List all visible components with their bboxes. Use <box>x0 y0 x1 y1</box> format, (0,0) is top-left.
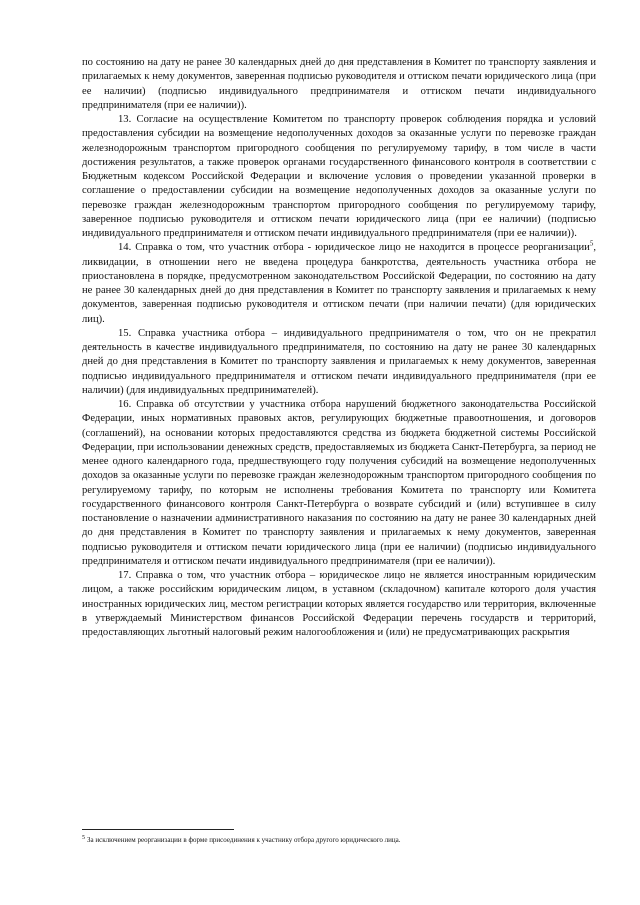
document-body <box>82 56 596 640</box>
paragraph-item-14 <box>82 241 596 327</box>
paragraph-item-14-text-start: 14. Справка о том, что участник отбора - юридическое лицо не находится в процессе реорганизации <box>118 242 590 254</box>
paragraph-continuation: по состоянию на дату не ранее 30 календарных дней до дня представления в Комитет по транспорту заявления и прилагаемых к нему документов, заверенная подписью руководителя и оттиском печати юридического лица (при ее наличии) (подписью индивидуального предпринимателя и оттиском печати индивидуального предпринимателя (при ее наличии)). <box>82 57 596 111</box>
paragraph-item-14-text-end: , ликвидации, в отношении него не введена процедура банкротства, деятельность участника отбора не приостановлена в порядке, предусмотренном законодательством Российской Федерации, по состоянию на дату не ранее 30 календарных дней до дня представления в Комитет по транспорту заявления и прилагаемых к нему документов, заверенная подписью руководителя и оттиском печати (при наличии печати) (для юридических лиц). <box>82 242 596 325</box>
footnote-text: За исключением реорганизации в форме присоединения к участнику отбора другого юридического лица. <box>87 836 401 844</box>
paragraph-item-17: 17. Справка о том, что участник отбора – юридическое лицо не является иностранным юридическим лицом, а также российским юридическим лицом, в уставном (складочном) капитале которого доля участия иностранных юридических лиц, местом регистрации которых является государство или территория, включенные в утверждаемый Министерством финансов Российской Федерации перечень государств и территорий, предоставляющих льготный налоговый режим налогообложения и (или) не предусматривающих раскрытия <box>82 570 596 638</box>
footnote-reference-mark[interactable]: 5 <box>589 239 594 248</box>
footnote-number: 5 <box>82 834 85 841</box>
paragraph-item-13: 13. Согласие на осуществление Комитетом по транспорту проверок соблюдения порядка и условий предоставления субсидии на возмещение недополученных доходов за оказанные услуги по перевозке граждан железнодорожным транспортом пригородного сообщения по регулируемому тарифу, в том числе в части достижения результатов, а также проверок органами государственного финансового контроля в соответствии с Бюджетным кодексом Российской Федерации и включение условия о проведении указанной проверки в соглашение о предоставлении субсидии на возмещение недополученных доходов за оказанные услуги по перевозке граждан железнодорожным транспортом пригородного сообщения по регулируемому тарифу, заверенное подписью руководителя и оттиском печати юридического лица (при ее наличии) (подписью индивидуального предпринимателя и оттиском печати индивидуального предпринимателя (при ее наличии)). <box>82 114 596 239</box>
paragraph-item-16: 16. Справка об отсутствии у участника отбора нарушений бюджетного законодательства Российской Федерации, иных нормативных правовых актов, регулирующих бюджетные правоотношения, и договоров (соглашений), на основании которых предоставляются средства из бюджета бюджетной системы Российской Федерации, при использовании денежных средств, предоставляемых из бюджета Санкт-Петербурга, за период не менее одного календарного года, предшествующего году получения субсидий на возмещение недополученных доходов за оказанные услуги по перевозке граждан железнодорожным транспортом пригородного сообщения по регулируемому тарифу, по которым не исполнены требования Комитета по транспорту или Комитета государственного финансового контроля Санкт-Петербурга о возврате субсидий и (или) вступившее в силу постановление о назначении административного наказания по состоянию на дату не ранее 30 календарных дней до дня представления в Комитет по транспорту заявления и прилагаемых к нему документов, заверенная подписью руководителя и оттиском печати юридического лица (при ее наличии) (подписью индивидуального предпринимателя и оттиском печати индивидуального предпринимателя (при ее наличии)). <box>82 399 596 567</box>
paragraph-item-15: 15. Справка участника отбора – индивидуального предпринимателя о том, что он не прекратил деятельность в качестве индивидуального предпринимателя, по состоянию на дату не ранее 30 календарных дней до дня представления в Комитет по транспорту заявления и прилагаемых к нему документов, заверенная подписью индивидуального предпринимателя и оттиском печати индивидуального предпринимателя (при ее наличии) (для индивидуальных предпринимателей). <box>82 327 596 396</box>
footnote <box>82 836 596 845</box>
footnote-separator <box>82 829 234 830</box>
